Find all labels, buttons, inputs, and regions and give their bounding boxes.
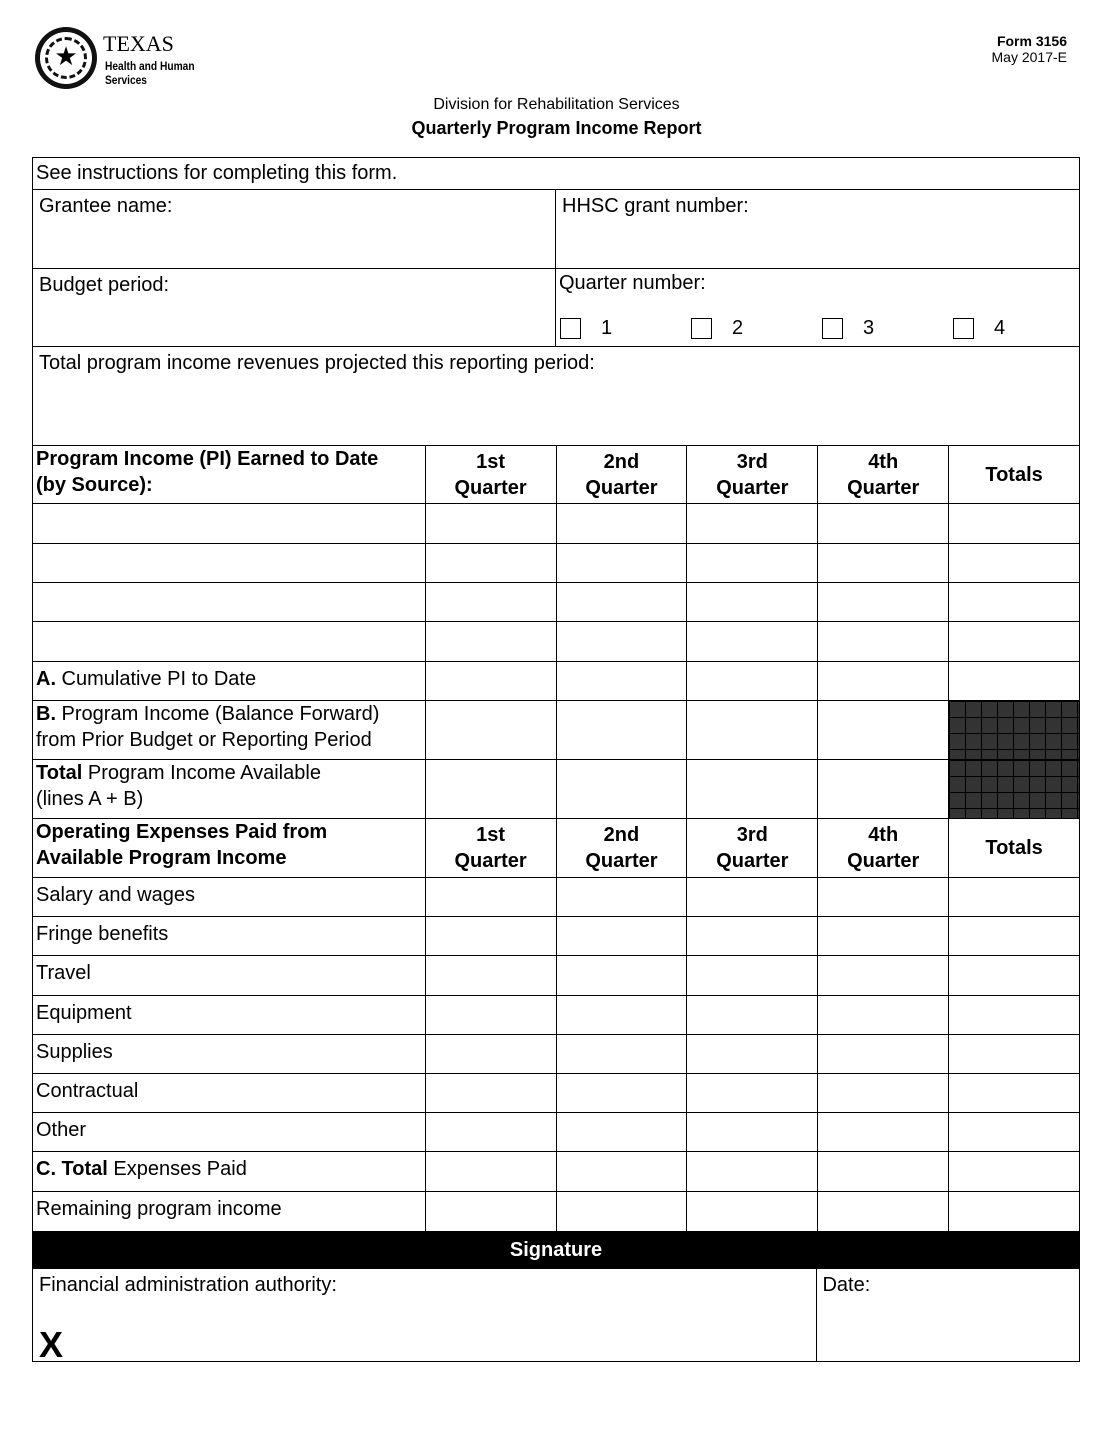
q1-input[interactable] — [426, 878, 557, 916]
line-a-label: A. Cumulative PI to Date — [33, 662, 426, 700]
q3-input[interactable] — [687, 917, 818, 955]
source-input[interactable] — [33, 504, 426, 543]
col-q2-header: 2nd Quarter — [557, 446, 688, 503]
total-input[interactable] — [949, 583, 1079, 621]
q2-input[interactable] — [557, 504, 688, 543]
q2-input[interactable] — [557, 917, 688, 955]
source-input[interactable] — [33, 622, 426, 661]
q3-input[interactable] — [687, 760, 818, 818]
q3-input[interactable] — [687, 1192, 818, 1231]
form-date: May 2017-E — [991, 49, 1067, 65]
q3-input[interactable] — [687, 701, 818, 759]
q2-input[interactable] — [557, 1074, 688, 1112]
q2-input[interactable] — [557, 956, 688, 995]
q2-input[interactable] — [557, 1192, 688, 1231]
report-form — [32, 157, 1080, 1365]
q2-input[interactable] — [557, 662, 688, 700]
q2-input[interactable] — [557, 622, 688, 661]
q2-input[interactable] — [557, 996, 688, 1034]
q4-input[interactable] — [818, 1113, 949, 1151]
q4-input[interactable] — [818, 1192, 949, 1231]
col-q1-header: 1st Quarter — [426, 446, 557, 503]
q4-input[interactable] — [818, 701, 949, 759]
income-source-header: Program Income (PI) Earned to Date (by Source): — [33, 446, 426, 503]
q2-input[interactable] — [557, 1035, 688, 1073]
q1-input[interactable] — [426, 1035, 557, 1073]
q4-input[interactable] — [818, 760, 949, 818]
q4-input[interactable] — [818, 917, 949, 955]
expense-label: Contractual — [33, 1074, 426, 1112]
col-q4-header: 4th Quarter — [818, 819, 949, 877]
line-c-label: C. Total Expenses Paid — [33, 1152, 426, 1191]
q4-input[interactable] — [818, 1074, 949, 1112]
date-field[interactable]: Date: — [822, 1274, 871, 1296]
projected-revenue-field[interactable]: Total program income revenues projected this reporting period: — [39, 352, 595, 374]
logo-texas: TEXAS — [103, 31, 174, 56]
q1-input[interactable] — [426, 1074, 557, 1112]
q4-input[interactable] — [818, 1035, 949, 1073]
q4-input[interactable] — [818, 504, 949, 543]
texas-star-seal-icon: ★ — [35, 27, 97, 89]
table-row — [33, 1074, 1079, 1113]
q1-input[interactable] — [426, 504, 557, 543]
line-c-row — [33, 1152, 1079, 1192]
expense-label: Salary and wages — [33, 878, 426, 916]
total-input[interactable] — [949, 996, 1079, 1034]
q2-input[interactable] — [557, 1152, 688, 1191]
q3-input[interactable] — [687, 878, 818, 916]
q3-input[interactable] — [687, 1035, 818, 1073]
table-row — [33, 583, 1079, 622]
q3-input[interactable] — [687, 1152, 818, 1191]
col-totals-header: Totals — [985, 837, 1043, 859]
expense-label: Supplies — [33, 1035, 426, 1073]
grantee-name-field[interactable]: Grantee name: — [33, 190, 556, 268]
total-input[interactable] — [949, 1074, 1079, 1112]
total-input[interactable] — [949, 1192, 1079, 1231]
q4-input[interactable] — [818, 662, 949, 700]
total-input[interactable] — [949, 1035, 1079, 1073]
q4-input[interactable] — [818, 1152, 949, 1191]
col-q3-header: 3rd Quarter — [687, 819, 818, 877]
shaded-cell — [949, 701, 1079, 759]
table-row — [33, 878, 1079, 917]
expense-label: Fringe benefits — [33, 917, 426, 955]
q4-input[interactable] — [818, 622, 949, 661]
sign-mark: X — [39, 1324, 64, 1365]
col-totals-header: Totals — [985, 463, 1043, 486]
q3-input[interactable] — [687, 956, 818, 995]
line-a-row — [33, 662, 1079, 701]
line-total-label: Total Program Income Available (lines A + B) — [33, 760, 426, 818]
table-row — [33, 622, 1079, 662]
total-input[interactable] — [949, 622, 1079, 661]
table-row — [33, 544, 1079, 583]
expenses-header: Operating Expenses Paid from Available Program Income — [33, 819, 426, 877]
q3-input[interactable] — [687, 996, 818, 1034]
total-input[interactable] — [949, 956, 1079, 995]
table-row — [33, 996, 1079, 1035]
total-input[interactable] — [949, 544, 1079, 582]
q3-input[interactable] — [687, 583, 818, 621]
q4-input[interactable] — [818, 878, 949, 916]
total-input[interactable] — [949, 662, 1079, 700]
q2-input[interactable] — [557, 1113, 688, 1151]
shaded-cell — [949, 760, 1079, 818]
signature-section-header: Signature — [33, 1231, 1079, 1269]
col-q2-header: 2nd Quarter — [557, 819, 688, 877]
q1-input[interactable] — [426, 662, 557, 700]
quarter-4-checkbox[interactable]: 4 — [953, 315, 1053, 341]
table-row — [33, 1035, 1079, 1074]
source-input[interactable] — [33, 583, 426, 621]
page-title: Quarterly Program Income Report — [411, 118, 702, 138]
q3-input[interactable] — [687, 1074, 818, 1112]
col-q4-header: 4th Quarter — [818, 446, 949, 503]
table-row — [33, 1113, 1079, 1152]
total-input[interactable] — [949, 504, 1079, 543]
q1-input[interactable] — [426, 956, 557, 995]
table-row — [33, 917, 1079, 956]
q3-input[interactable] — [687, 622, 818, 661]
q3-input[interactable] — [687, 544, 818, 582]
line-b-label: B. Program Income (Balance Forward) from Prior Budget or Reporting Period — [33, 701, 426, 759]
line-b-row — [33, 701, 1079, 760]
total-input[interactable] — [949, 878, 1079, 916]
q1-input[interactable] — [426, 622, 557, 661]
q1-input[interactable] — [426, 583, 557, 621]
quarter-2-checkbox[interactable]: 2 — [691, 315, 822, 341]
q1-input[interactable] — [426, 1192, 557, 1231]
quarter-number-group: Quarter number: 1 2 3 4 — [556, 269, 1079, 346]
col-q1-header: 1st Quarter — [426, 819, 557, 877]
division-title: Division for Rehabilitation Services — [433, 96, 680, 113]
q4-input[interactable] — [818, 956, 949, 995]
q4-input[interactable] — [818, 996, 949, 1034]
q1-input[interactable] — [426, 701, 557, 759]
q1-input[interactable] — [426, 544, 557, 582]
q1-input[interactable] — [426, 996, 557, 1034]
form-number: Form 3156 — [996, 33, 1067, 49]
quarter-3-checkbox[interactable]: 3 — [822, 315, 953, 341]
remaining-row — [33, 1192, 1079, 1231]
q1-input[interactable] — [426, 1152, 557, 1191]
expense-label: Travel — [33, 956, 426, 995]
logo-hhs: Health and Human Services — [105, 59, 195, 87]
q4-input[interactable] — [818, 583, 949, 621]
expense-label: Equipment — [33, 996, 426, 1034]
q2-input[interactable] — [557, 583, 688, 621]
q3-input[interactable] — [687, 504, 818, 543]
quarter-1-checkbox[interactable]: 1 — [560, 315, 691, 341]
form-number-block — [992, 33, 1067, 65]
expense-label: Other — [33, 1113, 426, 1151]
total-input[interactable] — [949, 917, 1079, 955]
q1-input[interactable] — [426, 917, 557, 955]
q2-input[interactable] — [557, 878, 688, 916]
q3-input[interactable] — [687, 662, 818, 700]
q4-input[interactable] — [818, 544, 949, 582]
grant-number-field[interactable]: HHSC grant number: — [562, 195, 749, 217]
total-input[interactable] — [949, 1113, 1079, 1151]
texas-hhs-logo — [35, 27, 215, 93]
q3-input[interactable] — [687, 1113, 818, 1151]
remaining-label: Remaining program income — [33, 1192, 426, 1231]
table-row — [33, 956, 1079, 996]
q2-input[interactable] — [557, 701, 688, 759]
authority-signature-field[interactable]: Financial administration authority: X — [33, 1269, 817, 1361]
source-input[interactable] — [33, 544, 426, 582]
line-total-row — [33, 760, 1079, 819]
total-input[interactable] — [949, 1152, 1079, 1191]
table-row — [33, 504, 1079, 544]
instructions-text: See instructions for completing this form. — [36, 162, 398, 184]
q1-input[interactable] — [426, 760, 557, 818]
col-q3-header: 3rd Quarter — [687, 446, 818, 503]
q2-input[interactable] — [557, 544, 688, 582]
budget-period-field[interactable]: Budget period: — [33, 269, 556, 346]
q2-input[interactable] — [557, 760, 688, 818]
q1-input[interactable] — [426, 1113, 557, 1151]
